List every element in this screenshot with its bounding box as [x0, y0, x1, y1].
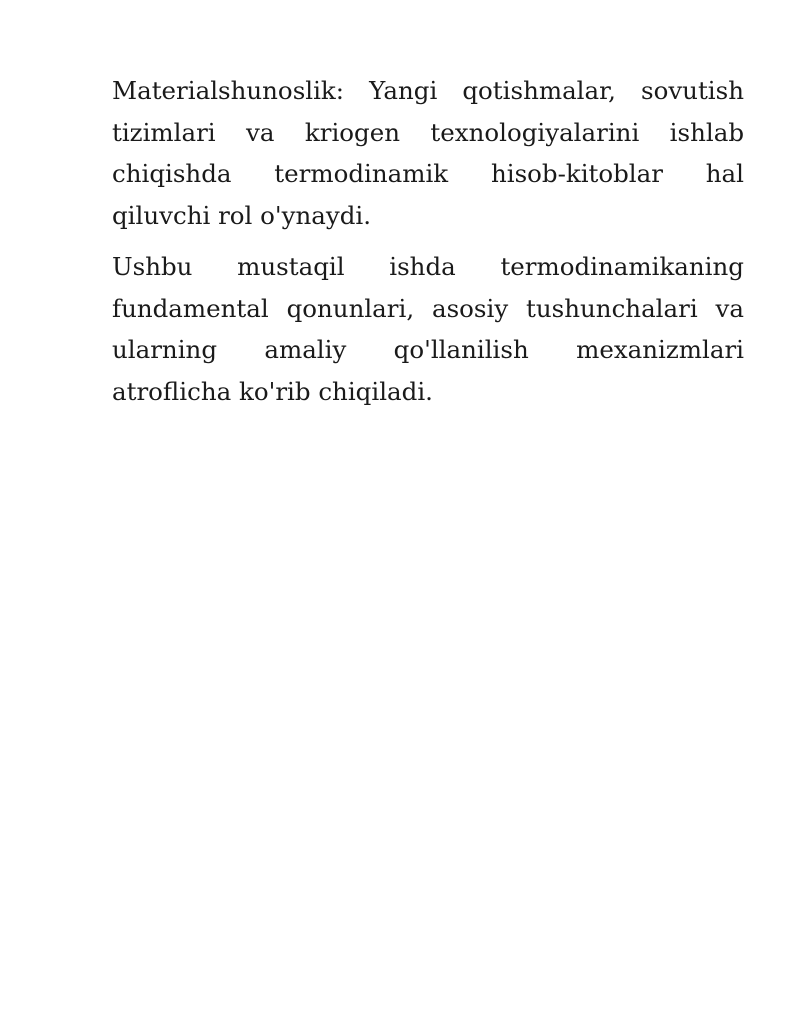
paragraph-ushbu-mustaqil-ish: Ushbu mustaqil ishda termodinamikaning fundamental qonunlari, asosiy tushunchalari va ularning amaliy qo'llanilish mexanizmlari atroflicha ko'rib chiqiladi.	[112, 252, 744, 406]
paragraph-materialshunoslik: Materialshunoslik: Yangi qotishmalar, sovutish tizimlari va kriogen texnologiyalarini ishlab chiqishda termodinamik hisob-kitoblar hal qiluvchi rol o'ynaydi.	[112, 76, 744, 230]
document-body	[112, 70, 744, 412]
